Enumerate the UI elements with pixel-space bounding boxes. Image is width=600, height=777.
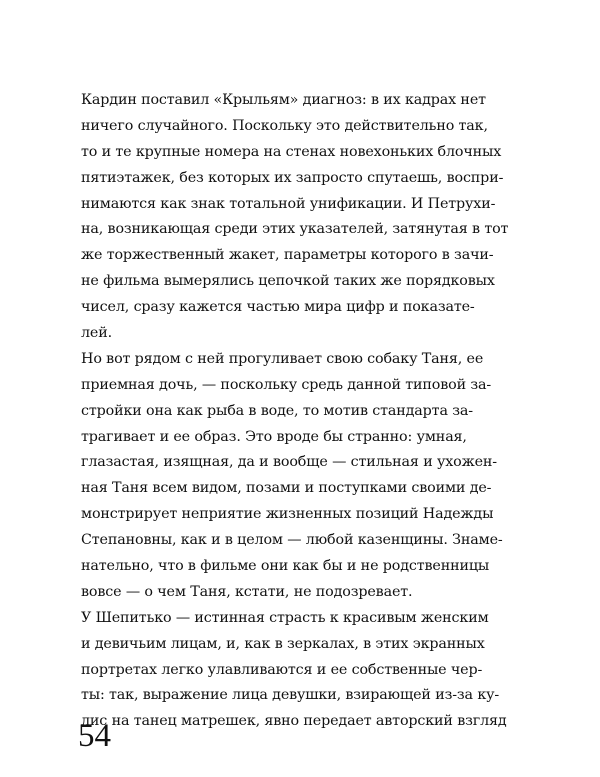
text-line: стройки она как рыба в воде, то мотив стандарта за-	[81, 402, 473, 419]
text-line: нательно, что в фильме они как бы и не родственницы	[81, 558, 490, 575]
text-line: лей.	[81, 325, 113, 342]
text-line: ты: так, выражение лица девушки, взирающей из-за ку-	[81, 687, 500, 704]
text-line: ная Таня всем видом, позами и поступками своими де-	[81, 480, 492, 497]
text-line: Степановны, как и в целом — любой казенщины. Знаме-	[81, 532, 503, 549]
text-line: У Шепитько — истинная страсть к красивым женским	[81, 609, 489, 626]
text-line: чисел, сразу кажется частью мира цифр и показате-	[81, 299, 475, 316]
text-line: приемная дочь, — поскольку средь данной типовой за-	[81, 376, 492, 393]
text-line: на, возникающая среди этих указателей, затянутая в тот	[81, 221, 509, 238]
text-line: монстрирует неприятие жизненных позиций Надежды	[81, 506, 494, 523]
text-line: глазастая, изящная, да и вообще — стильная и ухожен-	[81, 454, 497, 471]
text-line: нимаются как знак тотальной унификации. И Петрухи-	[81, 195, 496, 212]
text-line: Но вот рядом с ней прогуливает свою собаку Таня, ее	[81, 350, 484, 367]
text-line: и девичьим лицам, и, как в зеркалах, в этих экранных	[81, 635, 485, 652]
text-line: же торжественный жакет, параметры которого в зачи-	[81, 247, 494, 264]
text-line: трагивает и ее образ. Это вроде бы странно: умная,	[81, 428, 467, 445]
text-line: то и те крупные номера на стенах новехоньких блочных	[81, 143, 502, 160]
text-line: лис на танец матрешек, явно передает авторский взгляд	[81, 713, 507, 730]
text-line: ничего случайного. Поскольку это действительно так,	[81, 117, 488, 134]
page-number: 54	[78, 718, 111, 754]
text-line: Кардин поставил «Крыльям» диагноз: в их кадрах нет	[81, 92, 486, 108]
text-line: не фильма вымерялись цепочкой таких же порядковых	[81, 273, 495, 290]
text-line: вовсе — о чем Таня, кстати, не подозревает.	[81, 583, 413, 600]
text-line: портретах легко улавливаются и ее собственные чер-	[81, 661, 483, 678]
text-line: пятиэтажек, без которых их запросто спутаешь, воспри-	[81, 169, 504, 186]
body-text	[81, 88, 521, 735]
